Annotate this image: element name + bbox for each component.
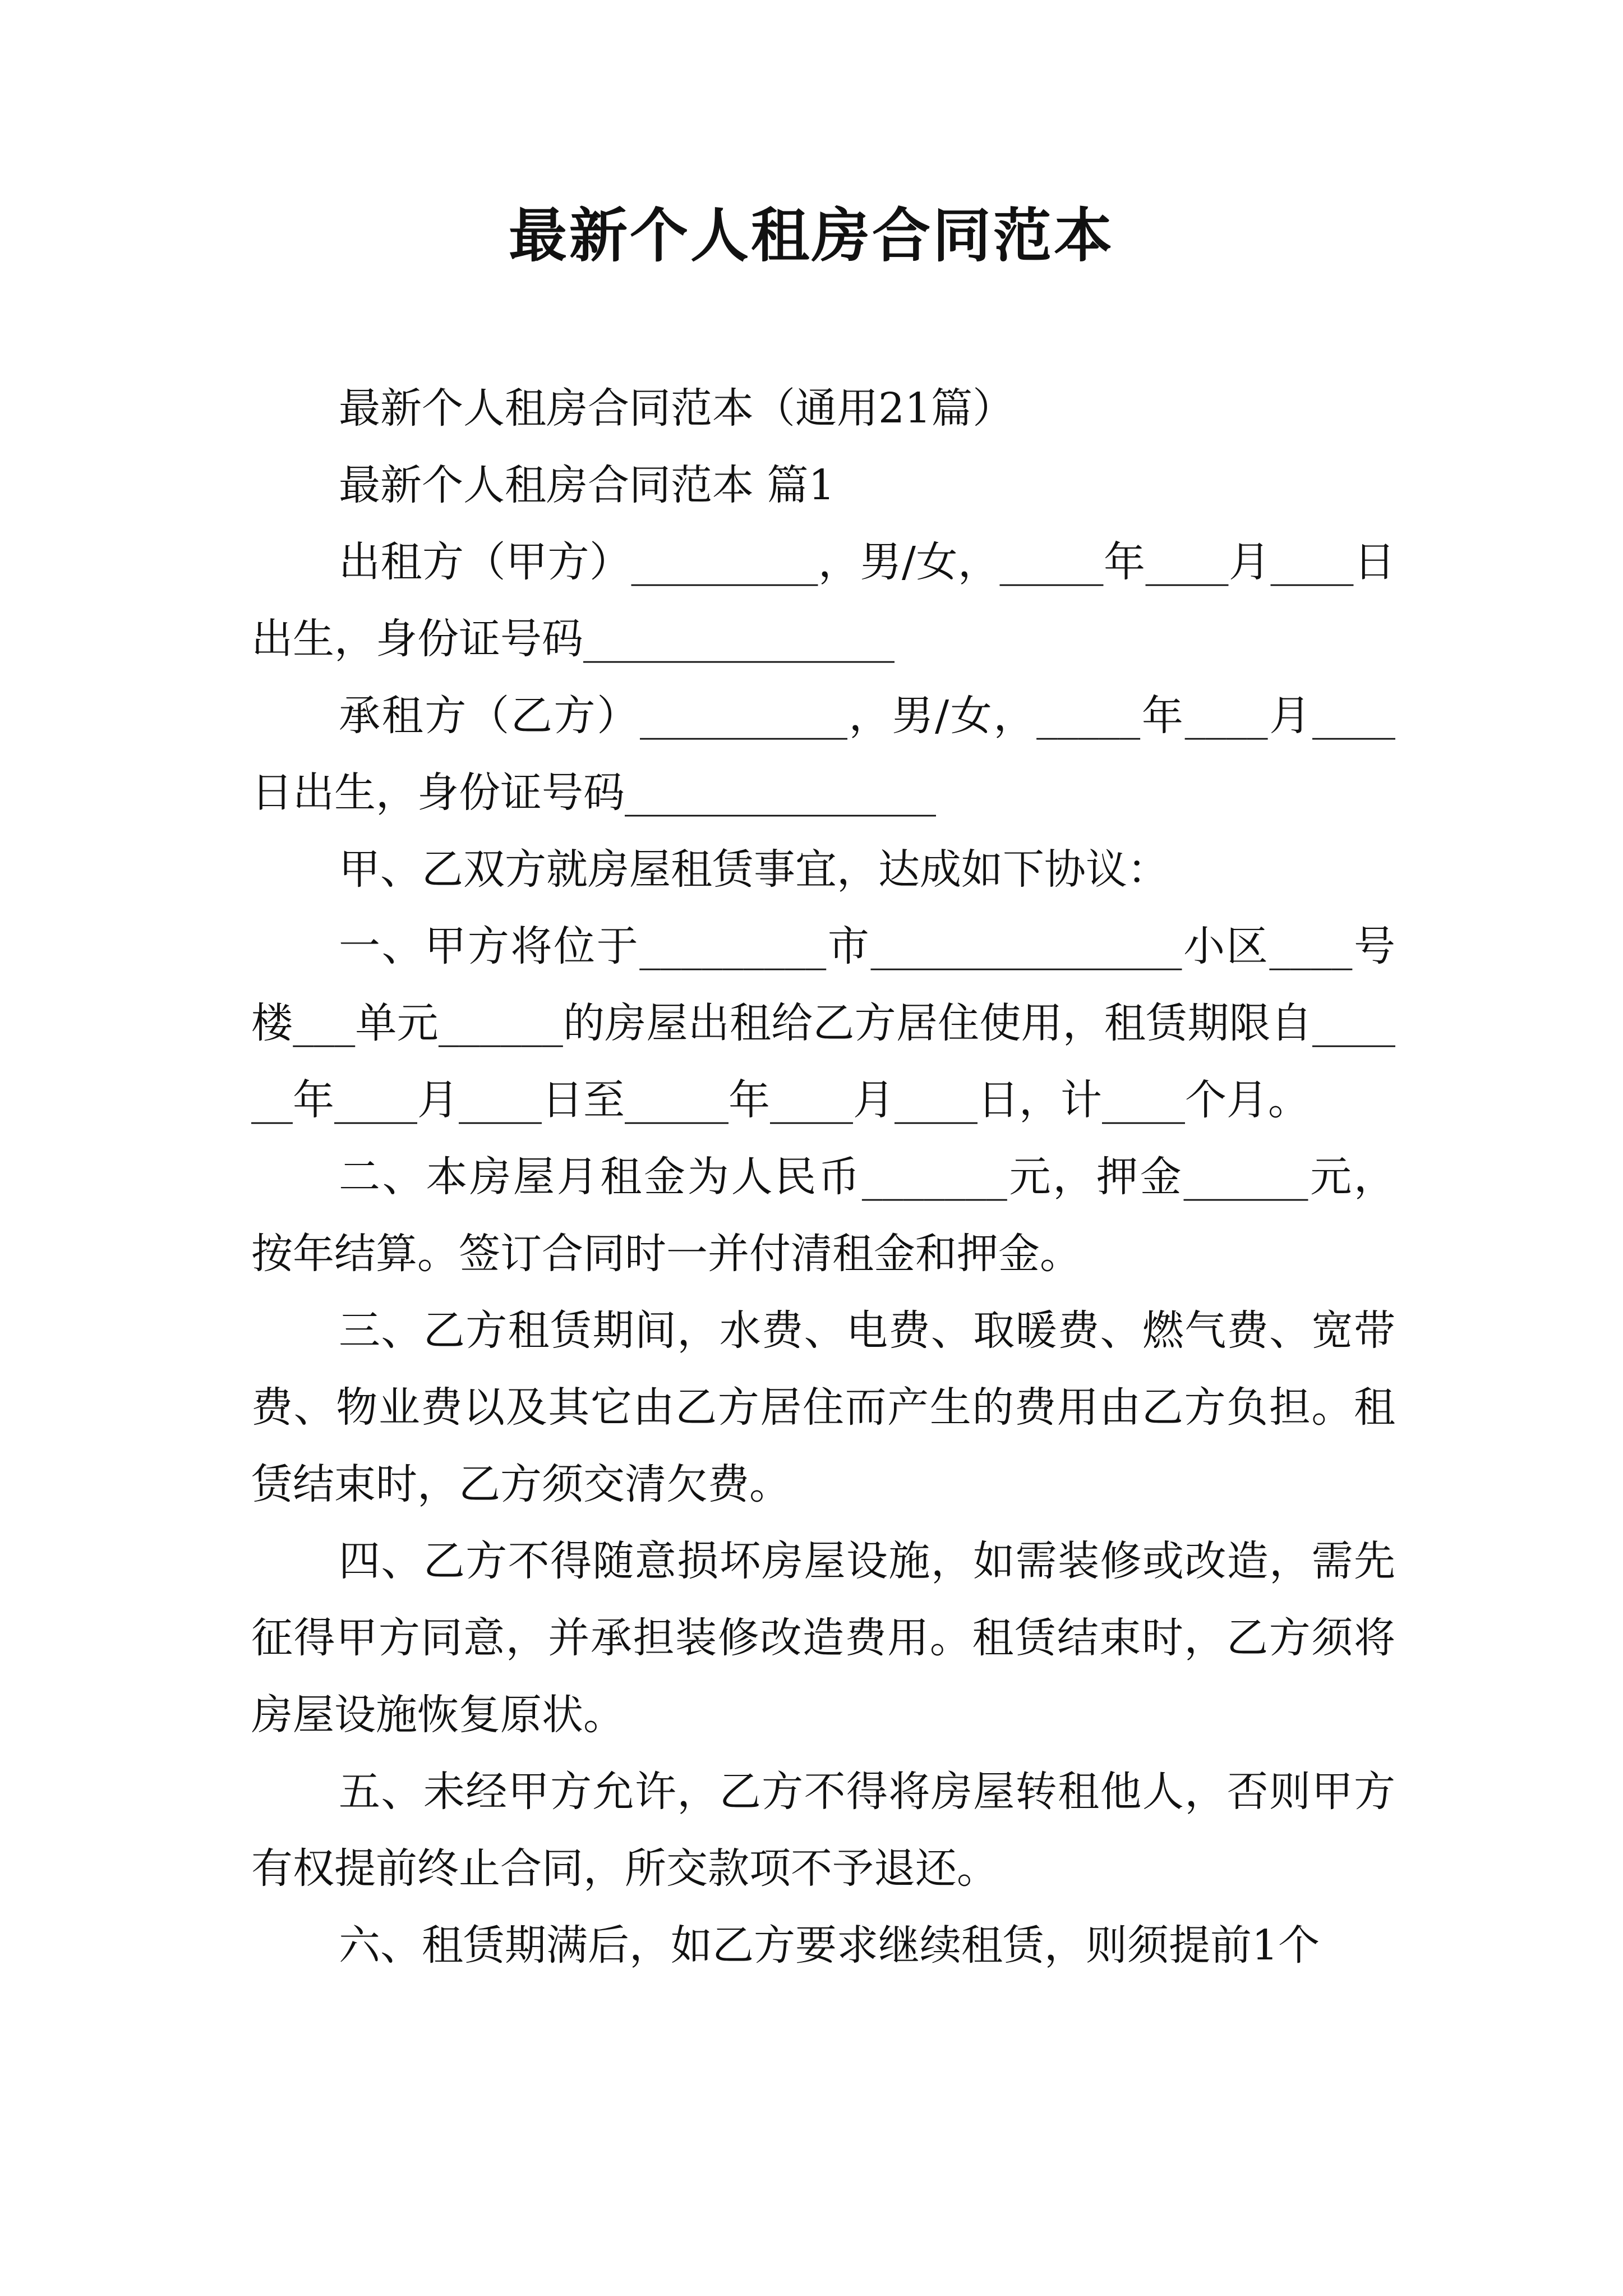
paragraph-clause-6: 六、租赁期满后，如乙方要求继续租赁，则须提前1个 bbox=[339, 1921, 1320, 1970]
document-body bbox=[251, 370, 1395, 1984]
paragraph-clause-4: 四、乙方不得随意损坏房屋设施，如需装修或改造，需先征得甲方同意，并承担装修改造费用。租赁结束时，乙方须将房屋设施恢复原状。 bbox=[251, 1537, 1395, 1739]
paragraph-lessor: 出租方（甲方）_________，男/女，_____年____月____日出生，身份证号码_______________ bbox=[251, 538, 1395, 663]
paragraph-section-heading: 最新个人租房合同范本 篇1 bbox=[339, 461, 835, 509]
paragraph-clause-3: 三、乙方租赁期间，水费、电费、取暖费、燃气费、宽带费、物业费以及其它由乙方居住而产生的费用由乙方负担。租赁结束时，乙方须交清欠费。 bbox=[251, 1306, 1395, 1508]
paragraph-clause-5: 五、未经甲方允许，乙方不得将房屋转租他人，否则甲方有权提前终止合同，所交款项不予退还。 bbox=[251, 1768, 1395, 1893]
paragraph-clause-1: 一、甲方将位于_________市_______________小区____号楼___单元______的房屋出租给乙方居住使用，租赁期限自______年____月____日至_____年____月____日，计____个月。 bbox=[251, 922, 1395, 1124]
paragraph-lessee: 承租方（乙方）__________，男/女，_____年____月____日出生，身份证号码_______________ bbox=[251, 692, 1395, 817]
paragraph-agreement-intro: 甲、乙双方就房屋租赁事宜，达成如下协议： bbox=[339, 845, 1169, 894]
paragraph-collection-title: 最新个人租房合同范本（通用21篇） bbox=[339, 384, 1015, 432]
paragraph-clause-2: 二、本房屋月租金为人民币_______元，押金______元，按年结算。签订合同时一并付清租金和押金。 bbox=[251, 1153, 1395, 1278]
document-title: 最新个人租房合同范本 bbox=[508, 201, 1114, 270]
